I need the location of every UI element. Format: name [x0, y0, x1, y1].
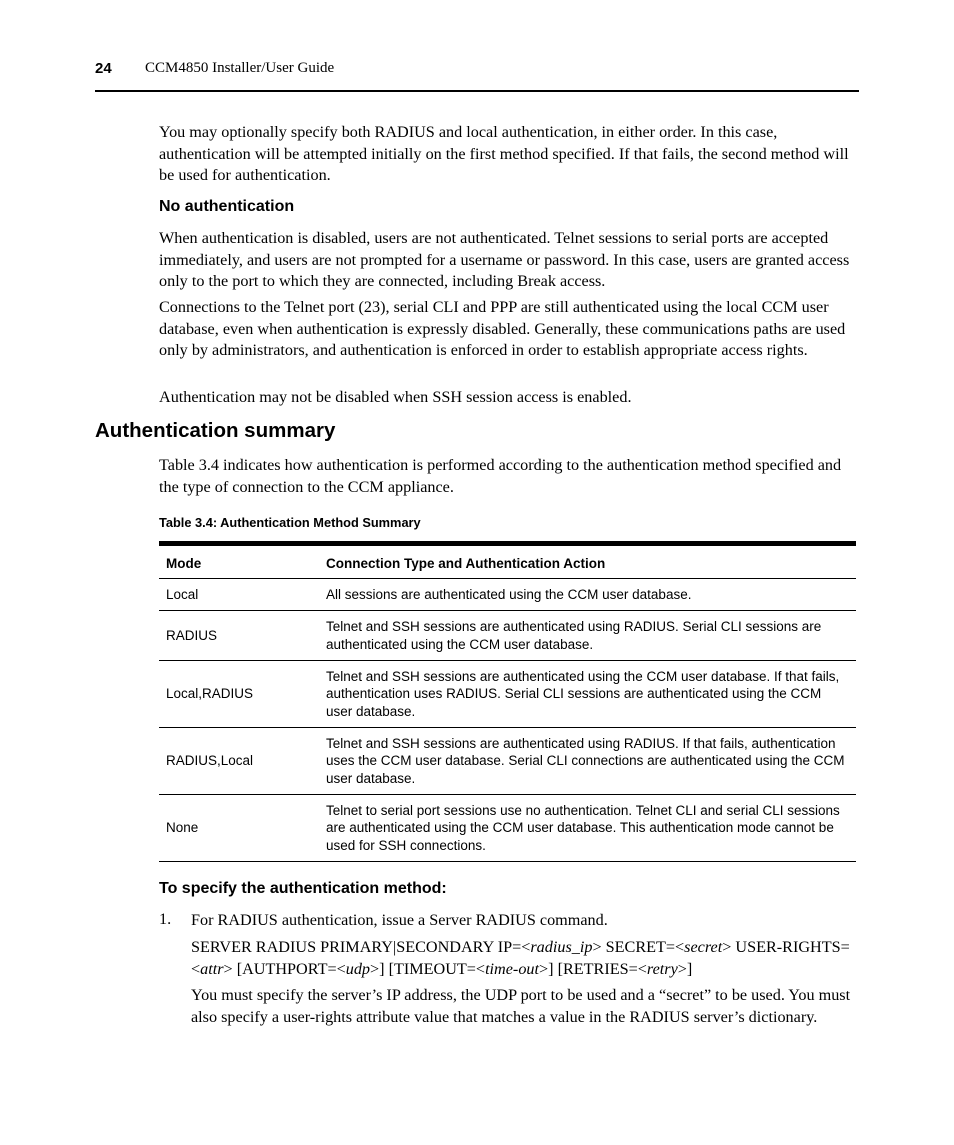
action-cell: All sessions are authenticated using the CCM user database.: [319, 579, 856, 611]
authentication-method-table: [159, 541, 856, 862]
command-text: > [AUTHPORT=<: [223, 959, 346, 978]
command-text: SERVER RADIUS PRIMARY|SECONDARY IP=<: [191, 938, 531, 956]
column-header-mode: Mode: [159, 544, 319, 579]
command-text: >] [RETRIES=<: [539, 959, 647, 978]
command-text: > SECRET=<: [592, 938, 685, 956]
action-cell: Telnet and SSH sessions are authenticated using RADIUS. Serial CLI sessions are authenticated using the CCM user database.: [319, 611, 856, 661]
mode-cell: Local,RADIUS: [159, 661, 319, 728]
column-header-action: Connection Type and Authentication Action: [319, 544, 856, 579]
action-cell: Telnet and SSH sessions are authenticated using RADIUS. If that fails, authentication uses the CCM user database. Serial CLI connections are authenticated using the CCM user database.: [319, 728, 856, 795]
command-text: > USER-RIGHTS=<: [191, 938, 850, 978]
page-number: 24: [95, 60, 112, 77]
no-auth-paragraph-1: When authentication is disabled, users are not authenticated. Telnet sessions to serial ports are accepted immediately, and users are not prompted for a username or password. In this case, users are granted access only to the port to which they are connected, including Break access.: [159, 229, 850, 290]
mode-cell: Local: [159, 579, 319, 611]
command-param: udp: [345, 959, 371, 978]
table-row: [159, 795, 856, 862]
table-row: [159, 728, 856, 795]
server-radius-command: [191, 937, 859, 980]
command-text: >]: [677, 959, 693, 978]
command-param: time-out: [485, 959, 540, 978]
intro-paragraph: You may optionally specify both RADIUS and local authentication, in either order. In this case, authentication will be attempted initially on the first method specified. If that fails, the second method will be used for authentication.: [159, 123, 849, 184]
authentication-summary-heading: Authentication summary: [95, 419, 336, 442]
table-caption: Table 3.4: Authentication Method Summary: [159, 515, 421, 530]
page-header: [95, 58, 859, 92]
command-text: >] [TIMEOUT=<: [370, 959, 486, 978]
table-row: [159, 611, 856, 661]
procedure-heading: To specify the authentication method:: [159, 880, 447, 897]
command-param: radius_ip: [530, 938, 593, 956]
table-row: [159, 661, 856, 728]
step-text: For RADIUS authentication, issue a Server RADIUS command.: [191, 911, 608, 929]
mode-cell: None: [159, 795, 319, 862]
action-cell: Telnet and SSH sessions are authenticated using the CCM user database. If that fails, authentication uses RADIUS. Serial CLI sessions are authenticated using the CCM user database.: [319, 661, 856, 728]
no-auth-paragraph-2: Connections to the Telnet port (23), serial CLI and PPP are still authenticated using the local CCM user database, even when authentication is expressly disabled. Generally, these communications paths are used only by administrators, and authentication is enforced in order to establish appropriate access rights.: [159, 298, 846, 359]
action-cell: Telnet to serial port sessions use no authentication. Telnet CLI and serial CLI sessions are authenticated using the CCM user database. This authentication mode cannot be used for SSH connections.: [319, 795, 856, 862]
table-row: [159, 579, 856, 611]
summary-paragraph: Table 3.4 indicates how authentication is performed according to the authentication method specified and the type of connection to the CCM appliance.: [159, 456, 842, 496]
command-param: retry: [646, 959, 678, 978]
no-auth-paragraph-3: Authentication may not be disabled when SSH session access is enabled.: [159, 388, 632, 406]
table-header-row: [159, 544, 856, 579]
guide-title: CCM4850 Installer/User Guide: [145, 60, 335, 76]
mode-cell: RADIUS,Local: [159, 728, 319, 795]
no-authentication-heading: No authentication: [159, 198, 295, 215]
command-param: secret: [684, 938, 723, 956]
step-number: 1.: [159, 910, 172, 928]
mode-cell: RADIUS: [159, 611, 319, 661]
step-note: You must specify the server’s IP address, the UDP port to be used and a “secret” to be used. You must also specify a user-rights attribute value that matches a value in the RADIUS server’s dictionary.: [191, 986, 851, 1026]
command-param: attr: [200, 959, 224, 978]
